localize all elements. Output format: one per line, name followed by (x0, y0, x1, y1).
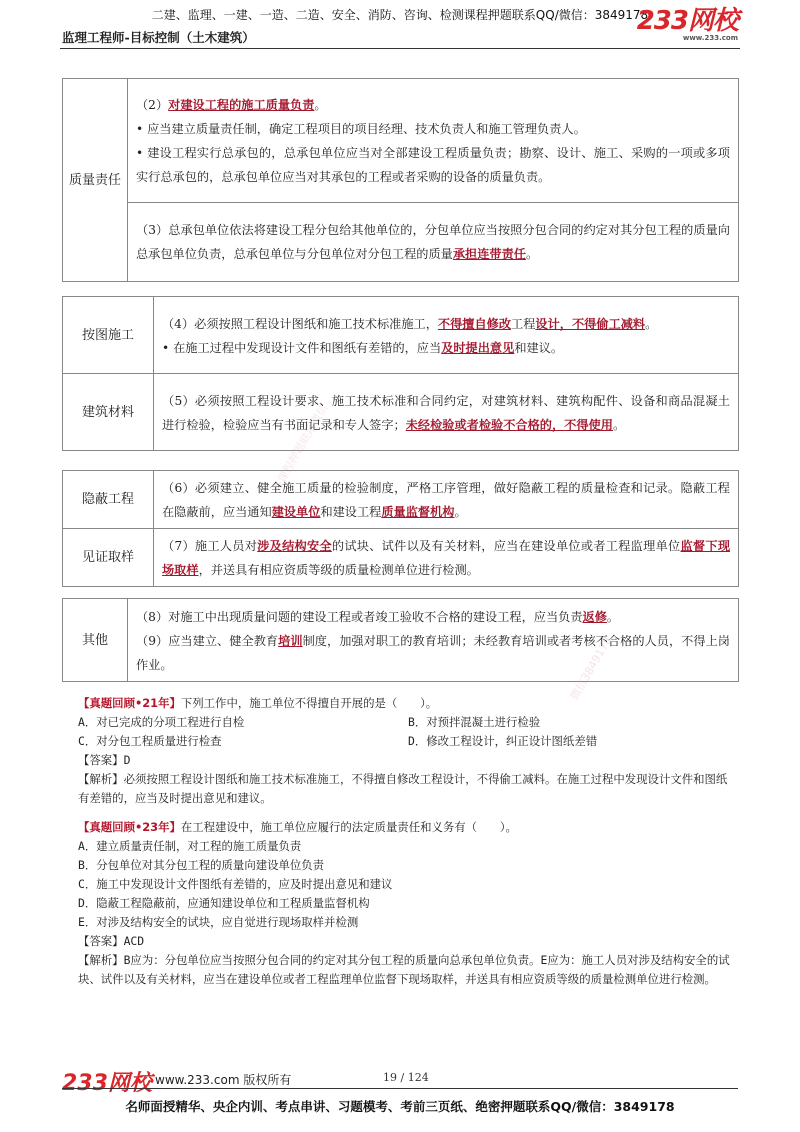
highlight: 涉及结构安全 (257, 539, 332, 553)
footer-copyright: www.233.com 版权所有 (155, 1073, 292, 1087)
page-number: 19 / 124 (383, 1071, 429, 1084)
cell-item-8-9: （8）对施工中出现质量问题的建设工程或者竣工验收不合格的建设工程，应当负责返修。 （9）应当建立、健全教育培训制度，加强对职工的教育培训；未经教育培训或者考核不合格的人员，不得上岗作业。 (128, 599, 739, 682)
question-21 (78, 694, 738, 808)
answer-tag: 【答案】 (78, 934, 124, 948)
analysis-text: B应为：分包单位应当按照分包合同的约定对其分包工程的质量向总承包单位负责。E应为：施工人员对涉及结构安全的试块、试件以及有关材料，应当在建设单位或者工程监理单位监督下现场取样，并送具有相应资质等级的质量检测单位进行检测。 (78, 953, 730, 986)
highlight: 监督下现场取样 (162, 539, 731, 577)
option-b: B．分包单位对其分包工程的质量向建设单位负责 (78, 858, 325, 872)
header-subtitle: 监理工程师-目标控制（土木建筑） (62, 30, 255, 45)
question-stem: 下列工作中，施工单位不得擅自开展的是（ ）。 (180, 696, 438, 710)
cell-item-5: （5）必须按照工程设计要求、施工技术标准和合同约定，对建筑材料、建筑构配件、设备和商品混凝土进行检验，检验应当有书面记录和专人签字；未经检验或者检验不合格的，不得使用。 (154, 374, 739, 451)
row-label-materials: 建筑材料 (63, 374, 154, 451)
option-b: B．对预拌混凝土进行检验 (408, 715, 541, 729)
option-a: A．建立质量责任制，对工程的施工质量负责 (78, 839, 302, 853)
highlight: 返修 (582, 609, 607, 624)
watermark: 微信3849178 (567, 634, 615, 703)
option-a: A．对已完成的分项工程进行自检 (78, 715, 245, 729)
highlight: 对建设工程的施工质量负责 (168, 97, 315, 112)
header-contact-line: 二建、监理、一建、一造、二造、安全、消防、咨询、检测课程押题联系QQ/微信：3849178 (151, 8, 649, 22)
answer-value: ACD (123, 934, 145, 948)
footer-contact-line: 名师面授精华、央企内训、考点串讲、习题模考、考前三页纸、绝密押题联系QQ/微信：3849178 (125, 1099, 675, 1114)
answer-tag: 【答案】 (78, 753, 124, 767)
row-label-others: 其他 (63, 599, 128, 682)
option-c: C．施工中发现设计文件图纸有差错的，应及时提出意见和建议 (78, 877, 393, 891)
question-tag: 【真题回顾•21年】 (78, 696, 181, 710)
row-label-concealed: 隐蔽工程 (63, 471, 154, 529)
footer-logo: 233网校 (62, 1071, 152, 1096)
question-stem: 在工程建设中，施工单位应履行的法定质量责任和义务有（ ）。 (180, 820, 517, 834)
option-d: D．修改工程设计，纠正设计图纸差错 (408, 734, 598, 748)
highlight: 不得擅自修改 (437, 316, 512, 331)
row-label-sampling: 见证取样 (63, 529, 154, 587)
cell-item-7: （7）施工人员对涉及结构安全的试块、试件以及有关材料，应当在建设单位或者工程监理单位监督下现场取样，并送具有相应资质等级的质量检测单位进行检测。 (154, 529, 739, 587)
cell-item-2 (128, 79, 739, 203)
item-2-heading: （2）对建设工程的施工质量负责。 (136, 97, 327, 112)
logo-text: 233网校 (636, 6, 738, 36)
analysis-tag: 【解析】 (78, 772, 124, 786)
highlight: 建设单位 (271, 505, 321, 519)
analysis-text: 必须按照工程设计图纸和施工技术标准施工，不得擅自修改工程设计，不得偷工减料。在施工过程中发现设计文件和图纸有差错的，应当及时提出意见和建议。 (78, 772, 728, 805)
question-tag: 【真题回顾•23年】 (78, 820, 181, 834)
item-2-bullet-1: • 应当建立质量责任制，确定工程项目的项目经理、技术负责人和施工管理负责人。 (136, 121, 586, 136)
cell-item-4: （4）必须按照工程设计图纸和施工技术标准施工，不得擅自修改工程设计，不得偷工减料。 • 在施工过程中发现设计文件和图纸有差错的，应当及时提出意见和建议。 (154, 297, 739, 374)
highlight: 承担连带责任 (452, 247, 526, 262)
answer-value: D (123, 753, 131, 767)
analysis-tag: 【解析】 (78, 953, 124, 967)
row-label-drawings: 按图施工 (63, 297, 154, 374)
question-23 (78, 818, 738, 989)
table-construction-materials (62, 296, 739, 451)
highlight: 及时提出意见 (441, 340, 515, 355)
cell-item-3: （3）总承包单位依法将建设工程分包给其他单位的，分包单位应当按照分包合同的约定对其分包工程的质量向总承包单位负责，总承包单位与分包单位对分包工程的质量承担连带责任。 (128, 202, 739, 281)
item-2-bullet-2: • 建设工程实行总承包的，总承包单位应当对全部建设工程质量负责；勘察、设计、施工、采购的一项或多项实行总承包的，总承包单位应当对其承包的工程或者采购的设备的质量负责。 (136, 145, 730, 184)
header-divider (60, 48, 740, 49)
table-quality-responsibility (62, 78, 739, 282)
highlight: 培训 (278, 633, 303, 648)
cell-item-6: （6）必须建立、健全施工质量的检验制度，严格工序管理，做好隐蔽工程的质量检查和记录。隐蔽工程在隐蔽前，应当通知建设单位和建设工程质量监督机构。 (154, 471, 739, 529)
table-others (62, 598, 739, 682)
highlight: 质量监督机构 (381, 505, 455, 519)
footer-divider (62, 1088, 738, 1089)
option-c: C．对分包工程质量进行检查 (78, 734, 222, 748)
watermark: 各课程押题联系微信 (269, 402, 331, 495)
highlight: 设计，不得偷工减料 (535, 316, 646, 331)
row-label-quality: 质量责任 (63, 79, 128, 282)
logo-url: www.233.com (682, 34, 738, 42)
brand-logo (637, 8, 738, 42)
highlight: 未经检验或者检验不合格的，不得使用 (405, 417, 613, 432)
option-d: D．隐蔽工程隐蔽前，应通知建设单位和工程质量监督机构 (78, 896, 370, 910)
option-e: E．对涉及结构安全的试块，应自觉进行现场取样并检测 (78, 915, 359, 929)
table-concealed-sampling (62, 470, 739, 587)
